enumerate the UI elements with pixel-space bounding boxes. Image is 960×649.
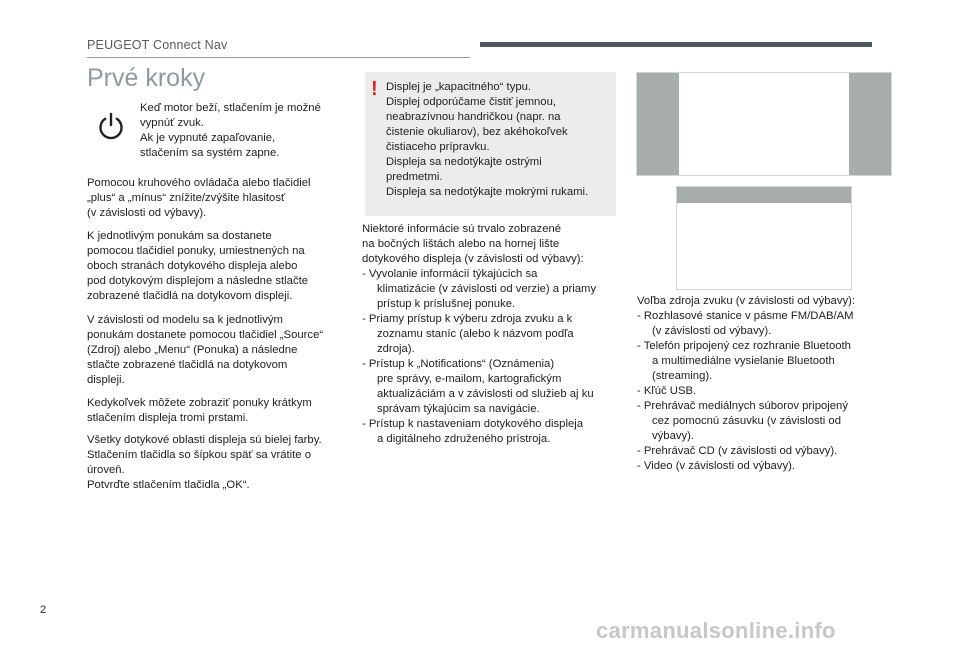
watermark: carmanualsonline.info [596, 618, 836, 643]
text-line: (v závislosti od výbavy). [87, 207, 207, 219]
page-number: 2 [40, 604, 47, 616]
paragraph-touch-areas [87, 433, 352, 493]
right-bar [849, 73, 891, 175]
text-line: „plus“ a „mínus“ znížite/zvýšite hlasitosť [87, 192, 286, 204]
list-item: - Prístup k nastaveniam dotykového displeja [362, 418, 584, 430]
list-item-continuation: pre správy, e-mailom, kartografickým [377, 373, 562, 385]
header-rule [87, 57, 470, 58]
text-line: čistenie okuliarov), bez akéhokoľvek [386, 126, 568, 138]
text-line: Všetky dotykové oblasti displeja sú bielej farby. [87, 434, 322, 446]
text-line: Displeja sa nedotýkajte mokrými rukami. [386, 186, 589, 198]
text-line: predmetmi. [386, 171, 443, 183]
text-line: Kedykoľvek môžete zobraziť ponuky krátkym [87, 397, 312, 409]
top-bar [677, 187, 851, 203]
paragraph-volume [87, 176, 352, 221]
list-item-continuation: aktualizáciám a v závislosti od služieb aj ku [377, 388, 594, 400]
text-line: stlačte zobrazené tlačidlá na dotykovom [87, 359, 288, 371]
header-bar [480, 42, 872, 47]
text-line: Pomocou kruhového ovládača alebo tlačidiel [87, 177, 311, 189]
text-line: čistiaceho prípravku. [386, 141, 490, 153]
display-illustration-side-bars [636, 72, 892, 176]
list-item-continuation: výbavy). [652, 430, 695, 442]
text-line: neabrazívnou handričkou (napr. na [386, 111, 561, 123]
text-line: pomocou tlačidiel ponuky, umiestnených na [87, 245, 305, 257]
text-line: Voľba zdroja zvuku (v závislosti od výbavy): [637, 295, 856, 307]
list-item-continuation: zoznamu staníc (alebo k názvom podľa [377, 328, 574, 340]
list-item: - Prehrávač mediálnych súborov pripojený [637, 400, 848, 412]
text-line: Displej je „kapacitného“ typu. [386, 81, 532, 93]
power-description [140, 101, 321, 161]
paragraph-status-bars [362, 222, 596, 447]
paragraph-audio-sources [637, 294, 855, 474]
text-line: K jednotlivým ponukám sa dostanete [87, 230, 272, 242]
text-line: pod dotykovým displejom a následne stlačte [87, 275, 309, 287]
text-line: V závislosti od modelu sa k jednotlivým [87, 314, 283, 326]
text-line: Ak je vypnuté zapaľovanie, [140, 132, 276, 144]
power-icon [95, 110, 127, 142]
text-line: dotykového displeja (v závislosti od výbavy): [362, 253, 584, 265]
list-item-continuation: prístup k príslušnej ponuke. [377, 298, 516, 310]
paragraph-source-menu [87, 313, 352, 388]
list-item-continuation: (v závislosti od výbavy). [652, 325, 772, 337]
left-bar [637, 73, 679, 175]
text-line: ponukám dostanete pomocou tlačidiel „Source“ [87, 329, 324, 341]
text-line: na bočných lištách alebo na hornej lište [362, 238, 560, 250]
text-line: (Zdroj) alebo „Menu“ (Ponuka) a následne [87, 344, 298, 356]
list-item-continuation: správam týkajúcim sa navigácie. [377, 403, 540, 415]
list-item: - Prístup k „Notifications“ (Oznámenia) [362, 358, 555, 370]
running-header: PEUGEOT Connect Nav [87, 38, 228, 52]
text-line: vypnúť zvuk. [140, 117, 204, 129]
text-line: Keď motor beží, stlačením je možné [140, 102, 321, 114]
list-item-continuation: a multimediálne vysielanie Bluetooth [652, 355, 835, 367]
list-item: - Kľúč USB. [637, 385, 697, 397]
text-line: Displej odporúčame čistiť jemnou, [386, 96, 556, 108]
text-line: úroveň. [87, 464, 125, 476]
text-line: Stlačením tlačidla so šípkou späť sa vrátite o [87, 449, 312, 461]
list-item: - Video (v závislosti od výbavy). [637, 460, 796, 472]
paragraph-menus [87, 229, 352, 304]
text-line: stlačením displeja tromi prstami. [87, 412, 249, 424]
list-item-continuation: (streaming). [652, 370, 713, 382]
text-line: Potvrďte stlačením tlačidla „OK“. [87, 479, 250, 491]
list-item-continuation: a digitálneho združeného prístroja. [377, 433, 551, 445]
display-illustration-top-bar [676, 186, 852, 290]
text-line: oboch stranách dotykového displeja alebo [87, 260, 298, 272]
text-line: zobrazené tlačidlá na dotykovom displeji. [87, 290, 293, 302]
list-item-continuation: zdroja). [377, 343, 415, 355]
warning-icon: ! [371, 78, 378, 100]
list-item-continuation: cez pomocnú zásuvku (v závislosti od [652, 415, 841, 427]
text-line: displeji. [87, 374, 125, 386]
list-item: - Rozhlasové stanice v pásme FM/DAB/AM [637, 310, 854, 322]
paragraph-three-fingers [87, 396, 352, 426]
list-item: - Vyvolanie informácií týkajúcich sa [362, 268, 538, 280]
list-item: - Telefón pripojený cez rozhranie Bluetooth [637, 340, 851, 352]
list-item-continuation: klimatizácie (v závislosti od verzie) a priamy [377, 283, 597, 295]
text-line: stlačením sa systém zapne. [140, 147, 280, 159]
text-line: Niektoré informácie sú trvalo zobrazené [362, 223, 562, 235]
page-title: Prvé kroky [87, 64, 206, 92]
list-item: - Prehrávač CD (v závislosti od výbavy). [637, 445, 838, 457]
text-line: Displeja sa nedotýkajte ostrými [386, 156, 542, 168]
warning-text [386, 80, 588, 200]
list-item: - Priamy prístup k výberu zdroja zvuku a k [362, 313, 573, 325]
